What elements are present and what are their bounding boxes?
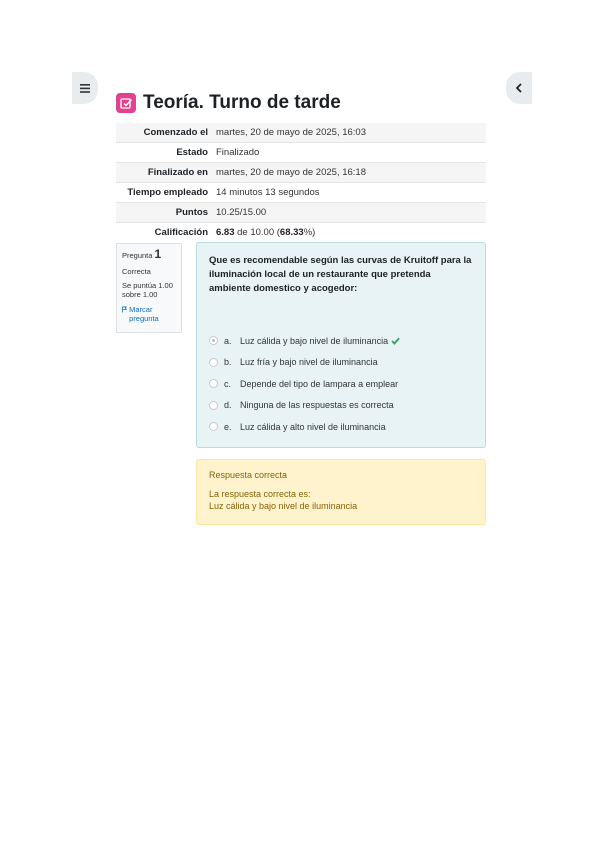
page-header [116, 92, 341, 114]
answer-letter: a. [224, 335, 232, 346]
answer-list [209, 330, 473, 438]
checkmark-icon [391, 337, 400, 345]
summary-label: Finalizado en [147, 167, 208, 178]
radio-button[interactable] [209, 358, 218, 367]
answer-option-d[interactable] [209, 395, 473, 417]
radio-button[interactable] [209, 401, 218, 410]
feedback-title: Respuesta correcta [209, 470, 288, 480]
summary-label: Tiempo empleado [127, 187, 208, 198]
summary-value: martes, 20 de mayo de 2025, 16:18 [216, 167, 366, 178]
flag-icon [122, 306, 127, 313]
summary-value [212, 223, 486, 243]
summary-row [116, 143, 486, 163]
grade-end: %) [303, 227, 316, 238]
summary-value: 10.25/15.00 [216, 207, 267, 218]
grade-percent: 68.33 [279, 227, 304, 238]
radio-button[interactable] [209, 422, 218, 431]
question-info [116, 243, 182, 333]
grade-value: 6.83 [216, 227, 235, 238]
question-number: Pregunta 1 [122, 247, 162, 261]
answer-option-b[interactable] [209, 352, 473, 374]
summary-row [116, 183, 486, 203]
question-state: Correcta [122, 267, 151, 276]
answer-text: Depende del tipo de lampara a emplear [240, 378, 399, 389]
summary-label: Estado [176, 147, 208, 158]
feedback-box [196, 459, 486, 525]
attempt-summary-table [116, 123, 486, 242]
answer-text: Luz cálida y bajo nivel de iluminancia [240, 335, 389, 346]
right-answer [209, 488, 473, 512]
summary-row [116, 203, 486, 223]
right-answer-label: La respuesta correcta es: [209, 489, 311, 499]
radio-button[interactable] [209, 379, 218, 388]
question-text: Que es recomendable según las curvas de Kruitoff para la iluminación local de un restaurante que pretenda ambiente domestico y acogedor: [209, 255, 472, 294]
grade-out-of: de 10.00 ( [234, 227, 280, 238]
answer-letter: d. [224, 400, 232, 411]
radio-button[interactable] [209, 336, 218, 345]
summary-value: martes, 20 de mayo de 2025, 16:03 [216, 127, 366, 138]
summary-row [116, 163, 486, 183]
answer-letter: e. [224, 421, 232, 432]
summary-row [116, 223, 486, 243]
question-formulation [196, 242, 486, 448]
summary-label: Comenzado el [143, 127, 208, 138]
page-title: Teoría. Turno de tarde [143, 92, 341, 113]
right-answer-value: Luz cálida y bajo nivel de iluminancia [209, 501, 358, 511]
answer-letter: b. [224, 357, 232, 368]
summary-value: Finalizado [216, 147, 260, 158]
chevron-left-icon [515, 83, 523, 93]
summary-row [116, 123, 486, 143]
answer-option-c[interactable] [209, 373, 473, 395]
list-icon [80, 84, 90, 93]
answer-option-e[interactable] [209, 416, 473, 438]
summary-label: Puntos [175, 207, 208, 218]
question-grade: Se puntúa 1.00 sobre 1.00 [122, 281, 173, 299]
summary-label: Calificación [154, 227, 208, 238]
answer-option-a[interactable] [209, 330, 473, 352]
answer-text: Ninguna de las respuestas es correcta [240, 400, 394, 411]
quiz-icon [116, 93, 136, 113]
answer-letter: c. [224, 378, 232, 389]
open-course-index-button[interactable] [72, 72, 98, 104]
summary-value: 14 minutos 13 segundos [216, 187, 320, 198]
flag-question-link[interactable]: Marcar pregunta [122, 305, 176, 323]
answer-text: Luz fría y bajo nivel de iluminancia [240, 357, 378, 368]
answer-text: Luz cálida y alto nivel de iluminancia [240, 421, 386, 432]
open-block-drawer-button[interactable] [506, 72, 532, 104]
